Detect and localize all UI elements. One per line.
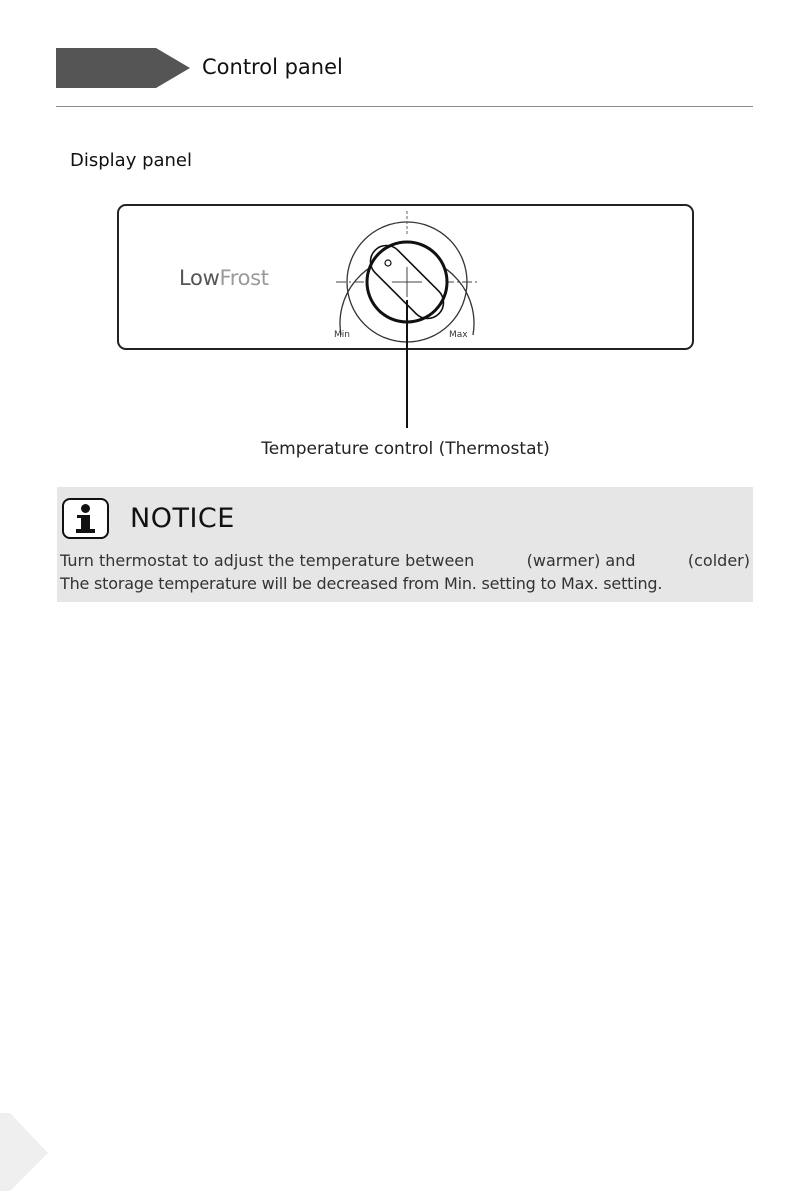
dial-min-label: Min	[334, 330, 350, 340]
page-corner-marker	[0, 1113, 48, 1191]
notice-text-part2: (warmer) and	[526, 551, 636, 570]
brand-logo	[179, 266, 269, 290]
brand-frost: Frost	[219, 266, 269, 290]
callout-line	[406, 300, 408, 428]
page-title: Control panel	[202, 55, 343, 79]
notice-box	[57, 487, 753, 602]
dial-indicator-dot	[385, 260, 391, 266]
section-subtitle: Display panel	[70, 150, 193, 171]
section-marker-icon	[56, 48, 190, 88]
notice-text-line1	[60, 551, 750, 570]
notice-title: NOTICE	[130, 503, 235, 534]
notice-text-part1: Turn thermostat to adjust the temperature between	[60, 551, 475, 570]
dial-max-label: Max	[449, 330, 468, 340]
callout-label: Temperature control (Thermostat)	[261, 439, 550, 459]
brand-low: Low	[179, 266, 220, 290]
header-divider	[56, 106, 753, 107]
notice-text-part3: (colder)	[687, 551, 750, 570]
notice-text-line2: The storage temperature will be decreased from Min. setting to Max. setting.	[60, 574, 663, 593]
info-icon	[62, 498, 109, 539]
